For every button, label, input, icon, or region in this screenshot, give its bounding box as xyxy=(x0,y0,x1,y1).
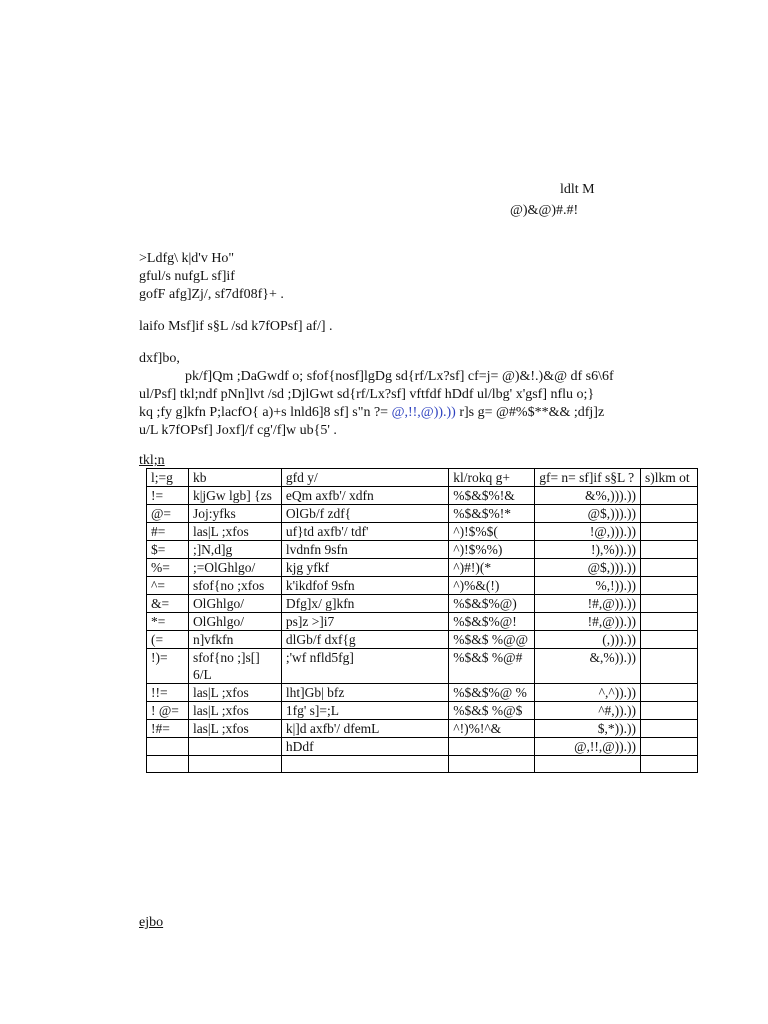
cell-amount: @$,))).)) xyxy=(535,559,641,577)
salutation: dxf]bo, xyxy=(139,351,180,366)
table-row xyxy=(147,738,698,756)
cell-post: sfof{no ;]s[] 6/L xyxy=(188,649,281,684)
body-line-3 xyxy=(139,404,604,422)
cell-post: las|L ;xfos xyxy=(188,523,281,541)
body-line-2: ul/Psf] tkl;ndf pNn]lvt /sd ;DjlGwt sd{rf/Lx?sf] vftfdf hDdf ul/lbg' x'gsf] nflu o;} xyxy=(139,387,595,402)
table-row xyxy=(147,702,698,720)
cell-post: Joj:yfks xyxy=(188,505,281,523)
sender-name: ldlt M xyxy=(560,182,595,197)
cell-serial xyxy=(147,756,189,773)
subject-line: laifo Msf]if s§L /sd k7fOPsf] af/] . xyxy=(139,319,333,334)
cell-remarks xyxy=(641,649,698,684)
header-remarks: s)lkm ot xyxy=(641,469,698,487)
table-row xyxy=(147,631,698,649)
body-line-3-tail: r]s g= @#%$**&& ;dfj]z xyxy=(455,405,605,420)
cell-name: Dfg]x/ g]kfn xyxy=(281,595,448,613)
table-row xyxy=(147,577,698,595)
cell-remarks xyxy=(641,613,698,631)
cell-remarks xyxy=(641,684,698,702)
cell-serial: %= xyxy=(147,559,189,577)
cell-id-number: %$&$%!& xyxy=(449,487,535,505)
cell-id-number: ^)!$%$( xyxy=(449,523,535,541)
cell-name: 1fg' s]=;L xyxy=(281,702,448,720)
cell-name: lvdnfn 9sfn xyxy=(281,541,448,559)
table-row xyxy=(147,523,698,541)
table-row xyxy=(147,684,698,702)
table-row xyxy=(147,720,698,738)
body-line-4: u/L k7fOPsf] Joxf]/f cg'/f]w ub{5' . xyxy=(139,423,337,438)
cell-remarks xyxy=(641,541,698,559)
cell-amount: ^,^)).)) xyxy=(535,684,641,702)
table-row xyxy=(147,505,698,523)
cell-id-number: ^)#!)(* xyxy=(449,559,535,577)
cell-id-number: %$&$%@! xyxy=(449,613,535,631)
cell-post: n]vfkfn xyxy=(188,631,281,649)
header-fund-amount: gf= n= sf]if s§L ? xyxy=(535,469,641,487)
table-label: tkl;n xyxy=(139,453,165,468)
cell-remarks xyxy=(641,577,698,595)
salary-table xyxy=(146,468,698,773)
cell-id-number: %$&$ %@$ xyxy=(449,702,535,720)
cell-remarks xyxy=(641,738,698,756)
cell-post: ;]N,d]g xyxy=(188,541,281,559)
cell-id-number: %$&$%@ % xyxy=(449,684,535,702)
cell-serial: ! @= xyxy=(147,702,189,720)
cell-post: ;=OlGhlgo/ xyxy=(188,559,281,577)
cell-serial xyxy=(147,738,189,756)
cell-remarks xyxy=(641,559,698,577)
cell-name: lht]Gb| bfz xyxy=(281,684,448,702)
cell-post: las|L ;xfos xyxy=(188,684,281,702)
cell-remarks xyxy=(641,756,698,773)
address-line-1: >Ldfg\ k|d'v Ho" xyxy=(139,251,235,266)
cell-name: uf}td axfb'/ tdf' xyxy=(281,523,448,541)
cell-serial: !!= xyxy=(147,684,189,702)
table-row xyxy=(147,559,698,577)
header-post: kb xyxy=(188,469,281,487)
cell-remarks xyxy=(641,523,698,541)
cell-id-number: %$&$%@) xyxy=(449,595,535,613)
body-line-3-text: kq ;fy g]kfn P;lacfO{ a)+s lnld6]8 sf] s"n ?= xyxy=(139,405,392,420)
cheque-amount: @,!!,@)).)) xyxy=(391,405,456,420)
closing: ejbo xyxy=(139,915,164,930)
table-row xyxy=(147,756,698,773)
cell-name: hDdf xyxy=(281,738,448,756)
cell-post: OlGhlgo/ xyxy=(188,613,281,631)
address-line-3: gofF afg]Zj/, sf7df08f}+ . xyxy=(139,287,284,302)
cell-amount: &,%)).)) xyxy=(535,649,641,684)
cell-serial: (= xyxy=(147,631,189,649)
cell-amount: !#,@)).)) xyxy=(535,595,641,613)
table-row xyxy=(147,595,698,613)
cell-serial: &= xyxy=(147,595,189,613)
cell-name: eQm axfb'/ xdfn xyxy=(281,487,448,505)
address-line-2: gful/s nufgL sf]if xyxy=(139,269,235,284)
cell-amount: @,!!,@)).)) xyxy=(535,738,641,756)
cell-amount: &%,))).)) xyxy=(535,487,641,505)
cell-id-number: %$&$ %@# xyxy=(449,649,535,684)
cell-remarks xyxy=(641,487,698,505)
table-header-row xyxy=(147,469,698,487)
cell-remarks xyxy=(641,505,698,523)
table-row xyxy=(147,649,698,684)
table-row xyxy=(147,613,698,631)
cell-remarks xyxy=(641,595,698,613)
table-row xyxy=(147,487,698,505)
cell-id-number: ^!)%!^& xyxy=(449,720,535,738)
cell-name: ;'wf nfld5fg] xyxy=(281,649,448,684)
cell-id-number: %$&$ %@@ xyxy=(449,631,535,649)
cell-post: sfof{no ;xfos xyxy=(188,577,281,595)
cell-serial: ^= xyxy=(147,577,189,595)
cell-remarks xyxy=(641,631,698,649)
cell-name: OlGb/f zdf{ xyxy=(281,505,448,523)
cell-serial: !#= xyxy=(147,720,189,738)
cell-post xyxy=(188,738,281,756)
header-name: gfd y/ xyxy=(281,469,448,487)
cell-name: k|]d axfb'/ dfemL xyxy=(281,720,448,738)
cell-remarks xyxy=(641,720,698,738)
header-id-number: kl/rokq g+ xyxy=(449,469,535,487)
cell-name: ps]z >]i7 xyxy=(281,613,448,631)
cell-serial: $= xyxy=(147,541,189,559)
cell-name: k'ikdfof 9sfn xyxy=(281,577,448,595)
cell-amount: @$,))).)) xyxy=(535,505,641,523)
cell-name: kjg yfkf xyxy=(281,559,448,577)
cell-post: OlGhlgo/ xyxy=(188,595,281,613)
cell-serial: != xyxy=(147,487,189,505)
cell-id-number: %$&$%!* xyxy=(449,505,535,523)
cell-amount: $,*)).)) xyxy=(535,720,641,738)
cell-name: dlGb/f dxf{g xyxy=(281,631,448,649)
cell-post xyxy=(188,756,281,773)
cell-serial: *= xyxy=(147,613,189,631)
cell-amount: (,))).)) xyxy=(535,631,641,649)
cell-serial: !)= xyxy=(147,649,189,684)
cell-amount: !#,@)).)) xyxy=(535,613,641,631)
cell-amount: ^#,)).)) xyxy=(535,702,641,720)
cell-id-number xyxy=(449,756,535,773)
cell-id-number xyxy=(449,738,535,756)
cell-post: las|L ;xfos xyxy=(188,702,281,720)
cell-post: las|L ;xfos xyxy=(188,720,281,738)
cell-id-number: ^)!$%%) xyxy=(449,541,535,559)
cell-serial: @= xyxy=(147,505,189,523)
cell-amount: %,!)).)) xyxy=(535,577,641,595)
cell-remarks xyxy=(641,702,698,720)
cell-amount: !@,))).)) xyxy=(535,523,641,541)
header-serial: l;=g xyxy=(147,469,189,487)
cell-amount: !),%)).)) xyxy=(535,541,641,559)
cell-name xyxy=(281,756,448,773)
cell-id-number: ^)%&(!) xyxy=(449,577,535,595)
letter-date: @)&@)#.#! xyxy=(510,203,579,218)
body-line-1: pk/f]Qm ;DaGwdf o; sfof{nosf]lgDg sd{rf/Lx?sf] cf=j= @)&!.)&@ df s6\6f xyxy=(185,369,614,384)
cell-amount xyxy=(535,756,641,773)
cell-post: k|jGw lgb] {zs xyxy=(188,487,281,505)
table-row xyxy=(147,541,698,559)
cell-serial: #= xyxy=(147,523,189,541)
